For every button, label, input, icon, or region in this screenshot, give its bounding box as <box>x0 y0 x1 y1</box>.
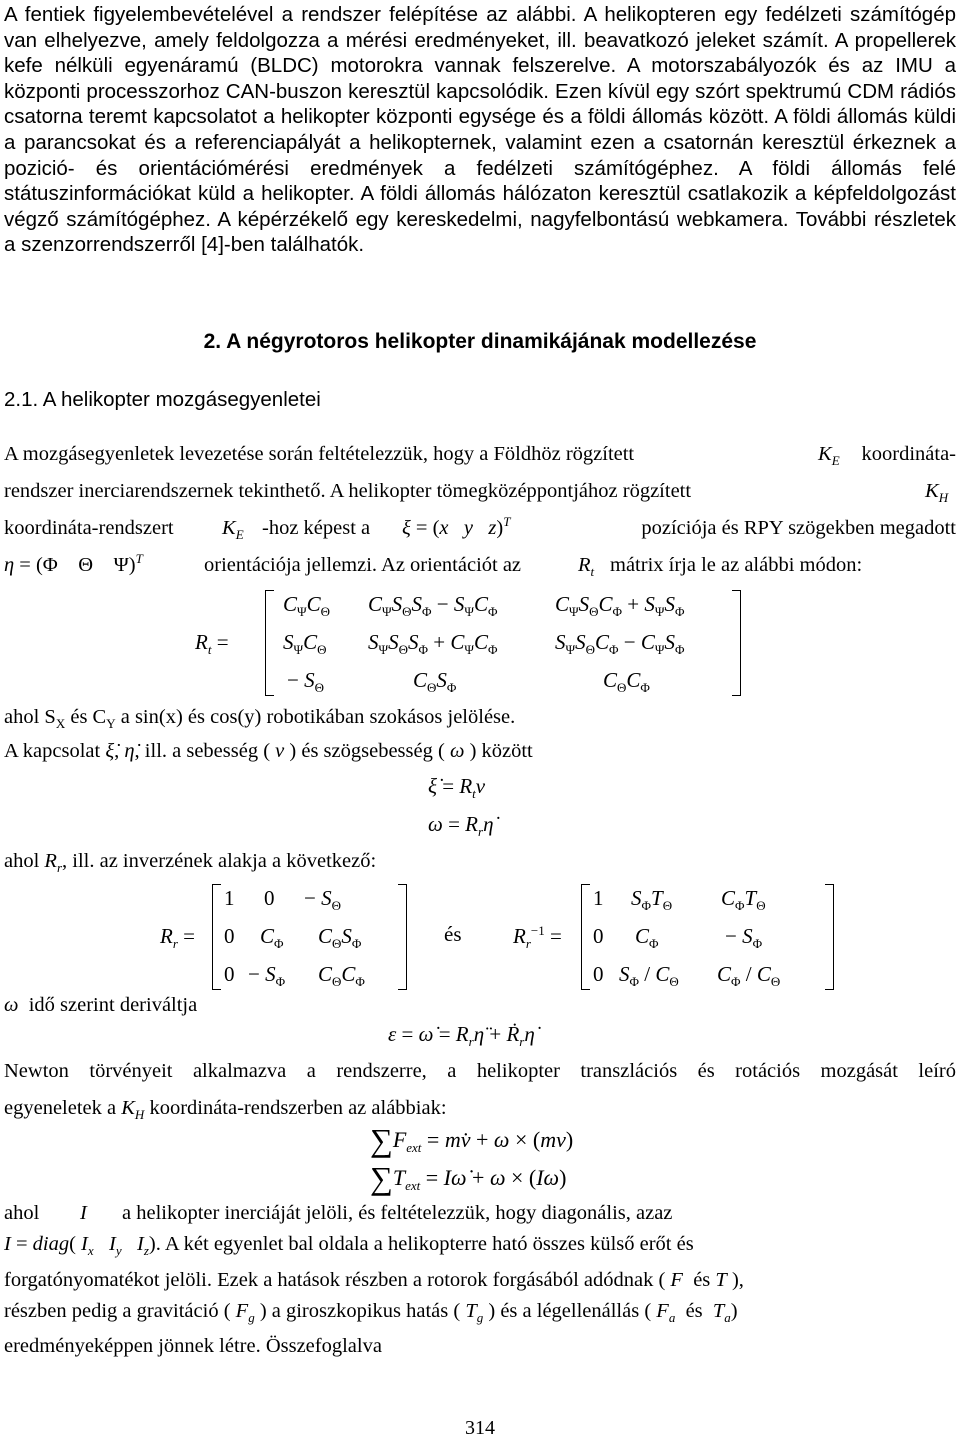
notation-line: ahol $S_X$ és $C_Y$ a sin(x) és cos(y) robotikában szokásos jelölése. <box>4 706 516 731</box>
omega-deriv-line: ω idő szerint deriváltja <box>4 994 198 1016</box>
section-title: 2. A négyrotoros helikopter dinamikájának modellezése <box>203 330 757 353</box>
eq-force: $\sum F_{ext}$ = mv̇ + ω × (mv) <box>370 1122 574 1158</box>
para1-line4: η = (Φ Θ Ψ)$^T$ orientációja jellemzi. Az orientációt az $R_t$ mátrix írja le az alábbi módon: <box>4 551 863 579</box>
intro-paragraph: A fentiek figyelembevételével a rendszer felépítése az alábbi. A helikopteren egy fedélzeti számítógép van elhelyezve, amely feldolgozza a mérési eredményeket, ill. beavatkozó jeleket számít. A propellerek kefe nélküli egyenáramú (BLDC) motorokra vannak felszerelve. A motorszabályozók és az IMU a központi processzorhoz CAN-buszon keresztül kapcsolódik. Ezen kívül egy szórt spektrumú CDM rádiós csatorna teremt kapcsolatot a helikopter központi egysége és a földi állomás között. A földi állomás küldi a parancsokat és a referenciapályát a helikopternek, valamint ezen a csatornán keresztül érkeznek a pozició- és orientációmérési eredmények a fedélzeti számítógéphez. A földi állomás felé státuszinformációkat küld a helikopter. A földi állomás hálózaton keresztül csatlakozik a képfeldolgozást végző számítógéphez. A képérzékelő egy kereskedelmi, nagyfelbontású webkamera. További részletek a szenzorrendszerről [4]-ben találhatók. <box>4 3 956 257</box>
page-number: 314 <box>465 1417 495 1439</box>
final-line2: I = diag( $I_x$ $I_y$ $I_z$). A két egyenlet bal oldala a helikopterre ható összes külső erőt és <box>4 1233 694 1258</box>
rr-inverse-matrix: $R_r^{-1}$ = 1 $S_\Phi T_\Theta$ $C_\Phi T_\Theta$ 0 $C_\Phi$ − $S_\Phi$ 0 $S_\Phi / C_\Theta$ $C_\Phi / C_\Theta$ <box>513 884 843 994</box>
newton-line2: egyeneletek a $K_H$ koordináta-rendszerben az alábbiak: <box>4 1097 447 1122</box>
eq-omega: $\omega = R_r\etȧ$ <box>428 812 494 839</box>
connection-line: A kapcsolat ξ̇, η̇, ill. a sebesség ( v ) és szögsebesség ( ω ) között <box>4 740 533 762</box>
rotation-matrix: $R_t$ = $C_\Psi C_\Theta$ $C_\Psi S_\Theta S_\Phi - S_\Psi C_\Phi$ $C_\Psi S_\Theta C_\Phi + S_\Psi S_\Phi$ $S_\Psi C_\Theta$ $S_\Psi S_\Theta S_\Phi + C_\Psi C_\Phi$ $S_\Psi S_\Theta C_\Phi - C_\Psi S_\Phi$ − $S_\Theta$ $C_\Theta S_\Phi$ $C_\Theta C_\Phi$ <box>195 590 755 700</box>
inverse-intro-line: ahol $R_r$, ill. az inverzének alakja a következő: <box>4 850 377 875</box>
para1-line3: koordináta-rendszert $K_E$ -hoz képest a ξ = (x y z)$^T$ pozíciója és RPY szögekben megadott <box>4 514 956 542</box>
final-line1: ahol I a helikopter inerciáját jelöli, és feltételezzük, hogy diagonális, azaz <box>4 1202 673 1224</box>
final-line5: eredményeképpen jönnek létre. Összefoglalva <box>4 1335 382 1357</box>
eq-torque: $\sum T_{ext}$ = Iω̇ + ω × (Iω) <box>370 1160 567 1196</box>
newton-line1: Newton törvényeit alkalmazva a rendszerre, a helikopter transzlációs és rotációs mozgását leíró <box>4 1060 956 1082</box>
para1-line1: A mozgásegyenletek levezetése során feltételezzük, hogy a Földhöz rögzített $K_E$ koordináta- <box>4 443 956 468</box>
and-word: és <box>444 922 462 946</box>
final-line4: részben pedig a gravitáció ( $F_g$ ) a giroszkopikus hatás ( $T_g$ ) és a légellenállás ( $F_a$ és $T_a$) <box>4 1300 738 1325</box>
subsection-title: 2.1. A helikopter mozgásegyenletei <box>4 388 321 411</box>
final-line3: forgatónyomatékot jelöli. Ezek a hatások részben a rotorok forgásából adódnak ( F és T ), <box>4 1269 744 1291</box>
eq-xi-dot: ξ̇ = $R_tv$ <box>428 774 486 801</box>
eq-epsilon: ε = ω̇ = $R_r\etä$ + Ṙ$_r$η̇ <box>388 1022 535 1049</box>
para1-line2: rendszer inerciarendszernek tekinthető. A helikopter tömegközéppontjához rögzített $K_H$ <box>4 480 949 505</box>
rr-matrix: $R_r$ = 1 0 − $S_\Theta$ 0 $C_\Phi$ $C_\Theta S_\Phi$ 0 − $S_\Phi$ $C_\Theta C_\Phi$ <box>160 884 420 994</box>
